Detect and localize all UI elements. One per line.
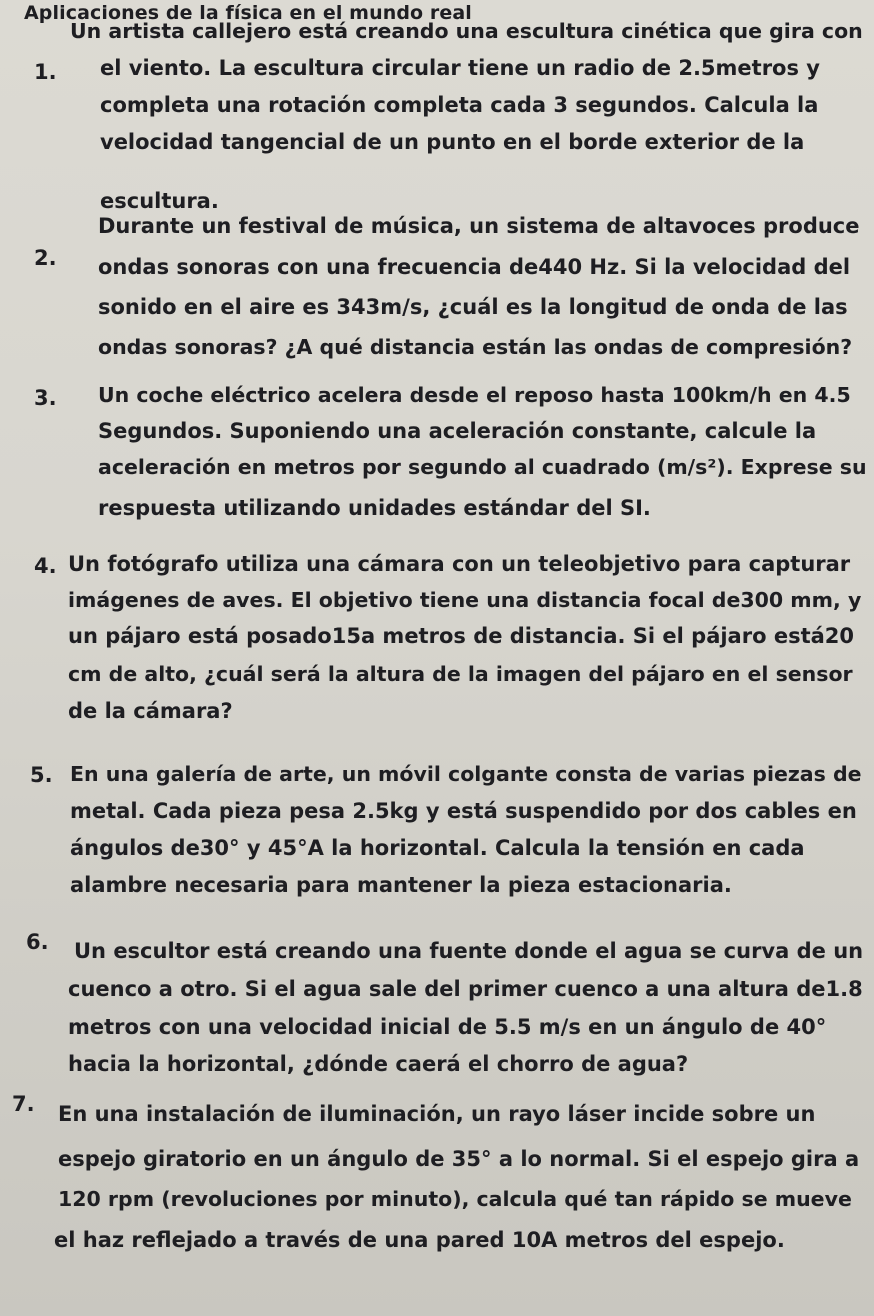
problem-line: imágenes de aves. El objetivo tiene una distancia focal de300 mm, y bbox=[68, 588, 862, 612]
problem-line: En una instalación de iluminación, un rayo láser incide sobre un bbox=[58, 1102, 816, 1126]
problem-line: el haz reflejado a través de una pared 10A metros del espejo. bbox=[54, 1228, 785, 1252]
problem-line: de la cámara? bbox=[68, 699, 233, 723]
problem-line: cuenco a otro. Si el agua sale del primer cuenco a una altura de1.8 bbox=[68, 977, 863, 1001]
problem-line: cm de alto, ¿cuál será la altura de la imagen del pájaro en el sensor bbox=[68, 662, 853, 686]
problem-number: 5. bbox=[30, 763, 53, 787]
problem-line: el viento. La escultura circular tiene un radio de 2.5metros y bbox=[100, 56, 820, 80]
problem-line: ondas sonoras? ¿A qué distancia están las ondas de compresión? bbox=[98, 335, 853, 359]
problem-line: velocidad tangencial de un punto en el borde exterior de la bbox=[100, 130, 805, 154]
problem-number: 4. bbox=[34, 554, 57, 578]
problem-number: 1. bbox=[34, 60, 57, 84]
problem-line: espejo giratorio en un ángulo de 35° a lo normal. Si el espejo gira a bbox=[58, 1147, 860, 1171]
problem-line: metros con una velocidad inicial de 5.5 m/s en un ángulo de 40° bbox=[68, 1015, 827, 1039]
worksheet-title: Aplicaciones de la física en el mundo real bbox=[24, 2, 472, 24]
problem-line: escultura. bbox=[100, 189, 219, 213]
problem-line: respuesta utilizando unidades estándar del SI. bbox=[98, 496, 651, 520]
problem-line: aceleración en metros por segundo al cuadrado (m/s²). Exprese su bbox=[98, 455, 867, 479]
problem-number: 6. bbox=[26, 930, 49, 954]
problem-line: ondas sonoras con una frecuencia de440 Hz. Si la velocidad del bbox=[98, 255, 851, 279]
problem-line: completa una rotación completa cada 3 segundos. Calcula la bbox=[100, 93, 819, 117]
problem-line: En una galería de arte, un móvil colgante consta de varias piezas de bbox=[70, 762, 862, 786]
problem-line: alambre necesaria para mantener la pieza estacionaria. bbox=[70, 873, 732, 897]
problem-number: 3. bbox=[34, 386, 57, 410]
problem-line: hacia la horizontal, ¿dónde caerá el chorro de agua? bbox=[68, 1052, 689, 1076]
problem-number: 2. bbox=[34, 246, 57, 270]
problem-line: metal. Cada pieza pesa 2.5kg y está suspendido por dos cables en bbox=[70, 799, 857, 823]
problem-line: sonido en el aire es 343m/s, ¿cuál es la longitud de onda de las bbox=[98, 295, 848, 319]
problem-line: ángulos de30° y 45°A la horizontal. Calcula la tensión en cada bbox=[70, 836, 805, 860]
problem-line: Durante un festival de música, un sistema de altavoces produce bbox=[98, 214, 860, 238]
problem-number: 7. bbox=[12, 1092, 35, 1116]
problem-line: Un coche eléctrico acelera desde el reposo hasta 100km/h en 4.5 bbox=[98, 383, 851, 407]
problem-line: 120 rpm (revoluciones por minuto), calcula qué tan rápido se mueve bbox=[58, 1187, 852, 1211]
problem-line: Un fotógrafo utiliza una cámara con un teleobjetivo para capturar bbox=[68, 552, 851, 576]
problem-line: Un artista callejero está creando una escultura cinética que gira con bbox=[70, 19, 863, 43]
problem-line: Segundos. Suponiendo una aceleración constante, calcule la bbox=[98, 419, 817, 443]
problem-line: un pájaro está posado15a metros de distancia. Si el pájaro está20 bbox=[68, 624, 855, 648]
problem-line: Un escultor está creando una fuente donde el agua se curva de un bbox=[74, 939, 864, 963]
